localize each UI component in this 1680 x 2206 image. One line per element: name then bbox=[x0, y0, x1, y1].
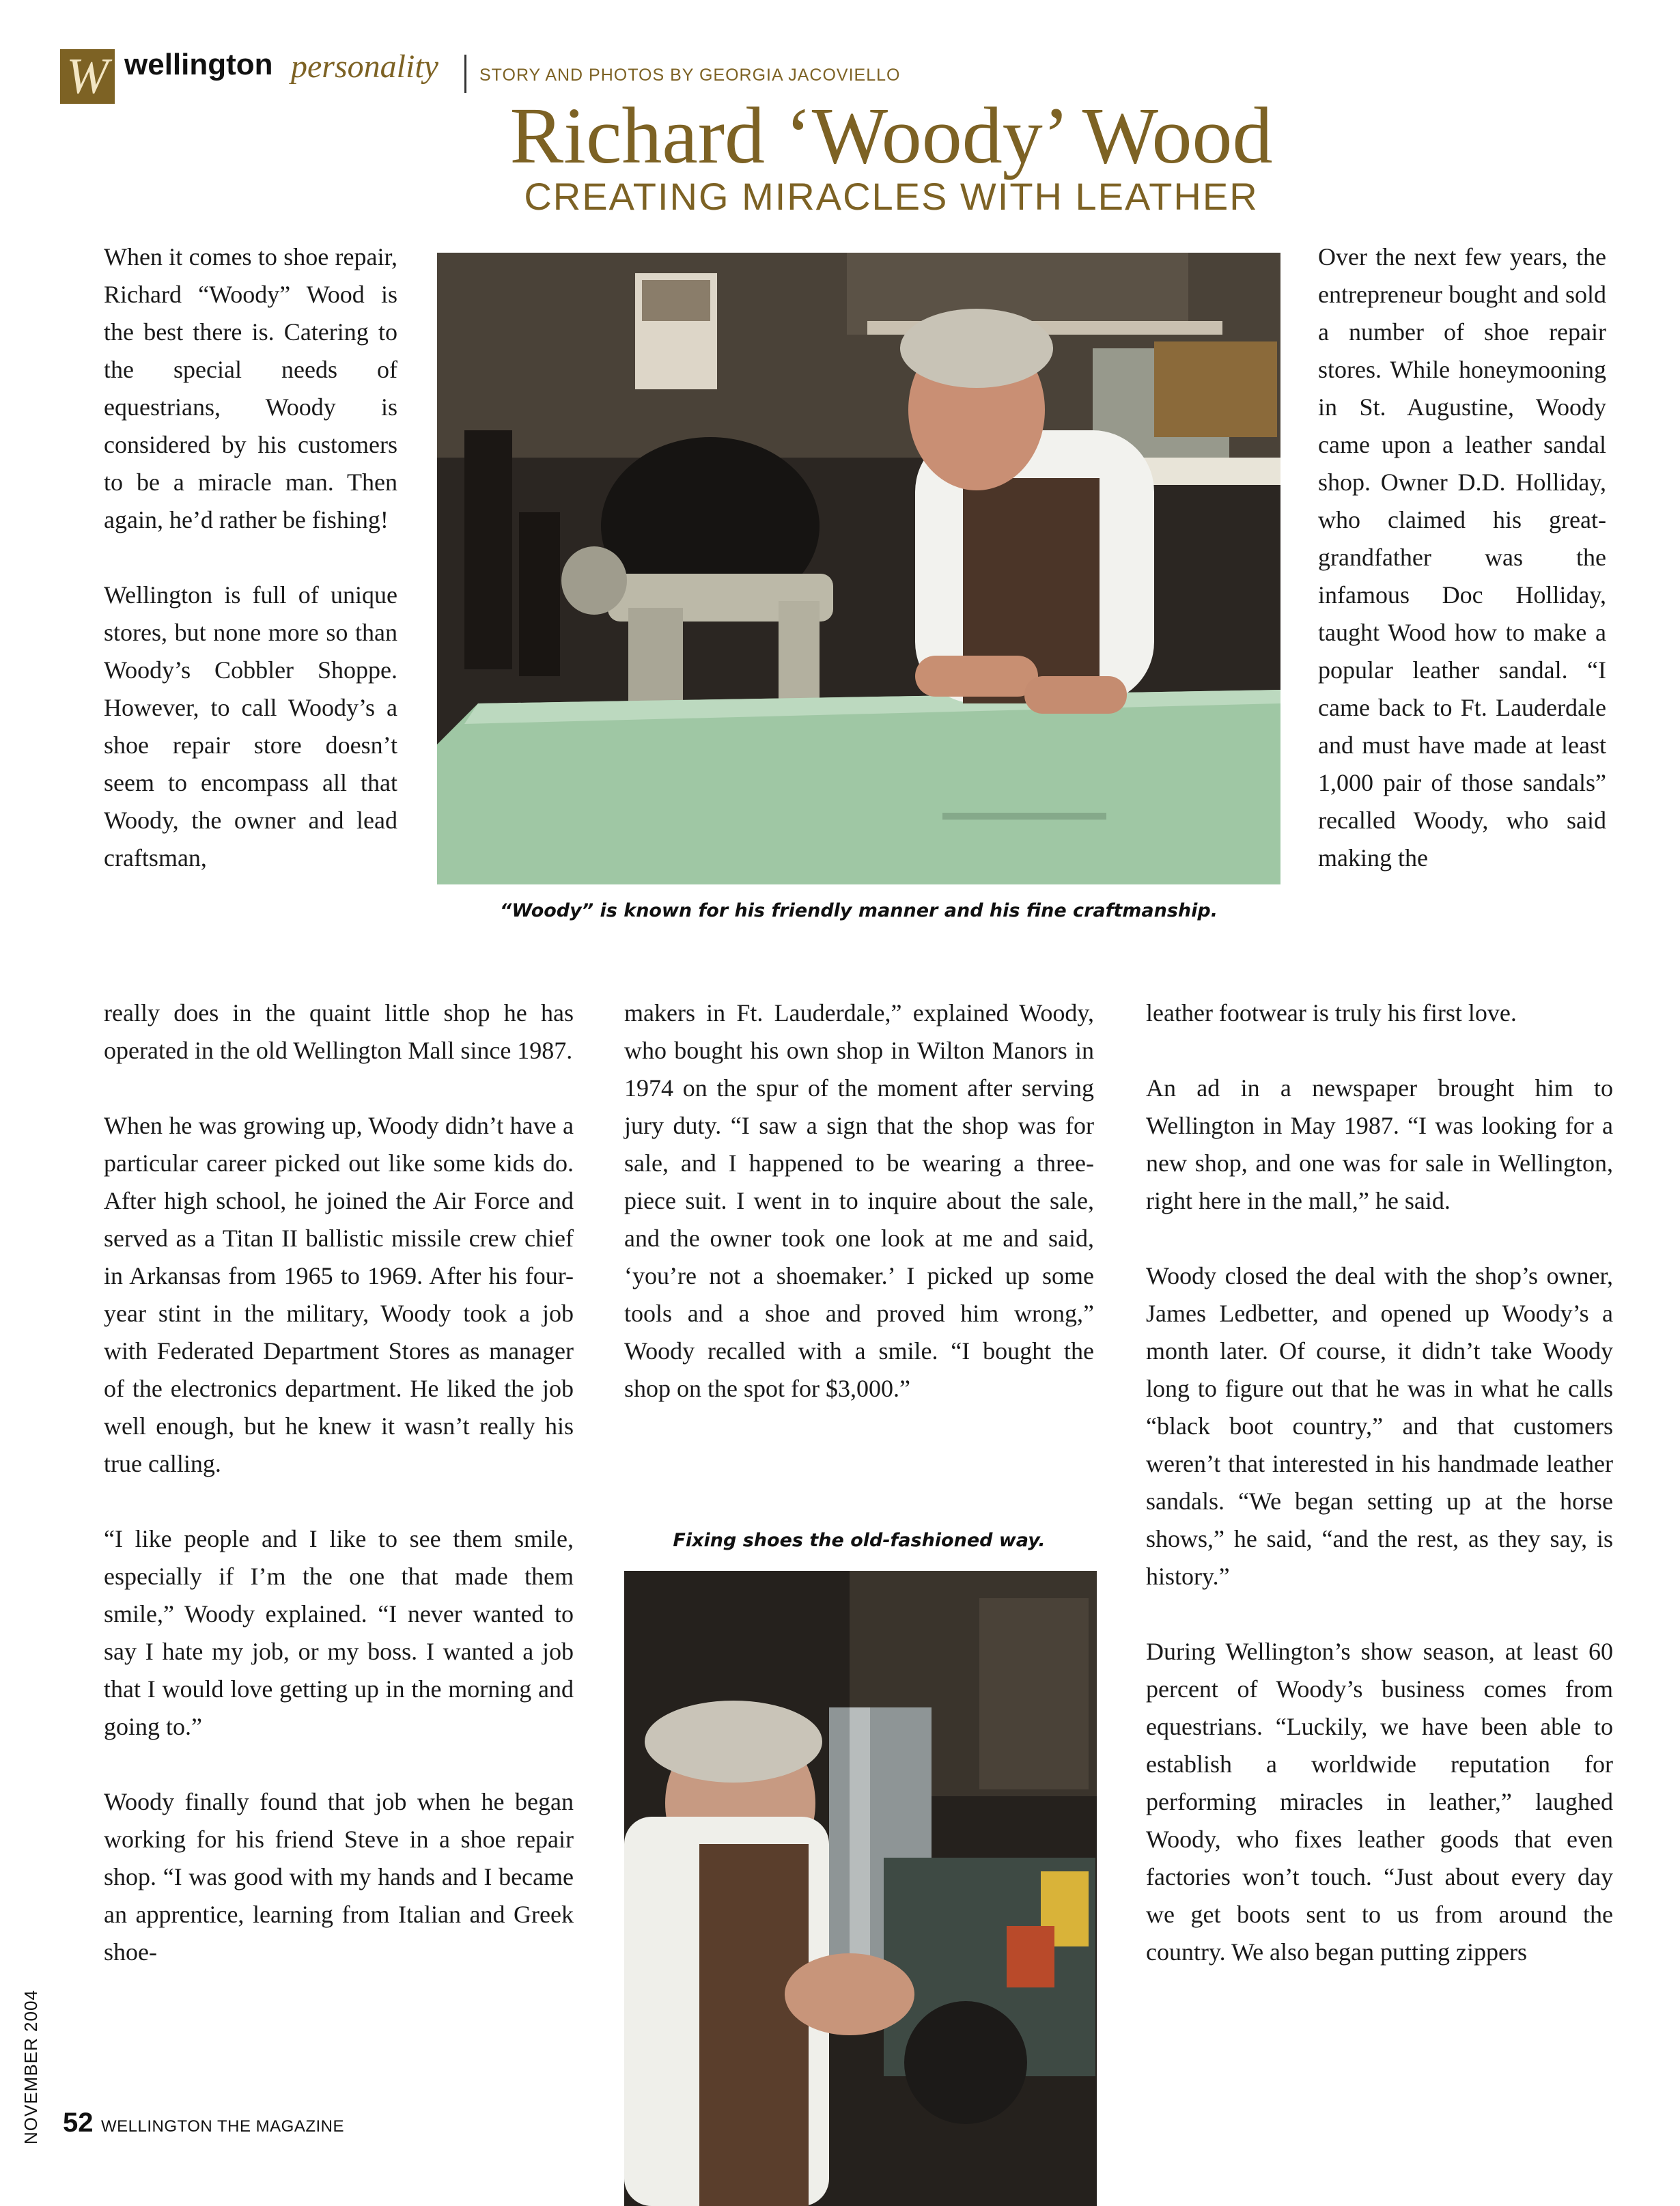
right-intro-column bbox=[1318, 238, 1606, 877]
byline: STORY AND PHOTOS BY GEORGIA JACOVIELLO bbox=[479, 66, 901, 85]
section-subname: personality bbox=[291, 48, 438, 85]
column-2 bbox=[624, 994, 1094, 1408]
repair-photo-illustration bbox=[624, 1571, 1097, 2206]
photo-woody-fixing-shoes bbox=[624, 1571, 1097, 2206]
photo-caption: Fixing shoes the old-fashioned way. bbox=[673, 1530, 1046, 1551]
header-divider bbox=[464, 55, 466, 93]
article-subtitle: CREATING MIRACLES WITH LEATHER bbox=[524, 175, 1259, 218]
paragraph: During Wellington’s show season, at least 60 percent of Woody’s business comes from equestrians. “Luckily, we have been able to establish a worldwide reputation for performing miracles in leather,” laughed Woody, who fixes leather goods that even factories won’t touch. “Just about every day we get boots sent to us from around the country. We also began putting zippers bbox=[1146, 1638, 1613, 1966]
paragraph: makers in Ft. Lauderdale,” explained Woody, who bought his own shop in Wilton Manors in 1974 on the spur of the moment after serving jury duty. “I saw a sign that the shop was for sale, and I happened to be wearing a three-piece suit. I went in to inquire about the sale, and the owner took one look at me and said, ‘you’re not a shoemaker.’ I picked up some tools and a shoe and proved him wrong,” Woody recalled with a smile. “I bought the shop on the spot for $3,000.” bbox=[624, 999, 1094, 1402]
magazine-name: WELLINGTON THE MAGAZINE bbox=[101, 2117, 344, 2136]
intro-column bbox=[104, 238, 397, 877]
paragraph: “I like people and I like to see them smile, especially if I’m the one that made them smile,” Woody explained. “I never wanted to say I hate my job, or my boss. I wanted a job that I would love getting up in the morning and going to.” bbox=[104, 1525, 574, 1740]
magazine-logo bbox=[60, 49, 115, 104]
paragraph: leather footwear is truly his first love. bbox=[1146, 999, 1517, 1027]
paragraph: When he was growing up, Woody didn’t have a particular career picked out like some kids do. After high school, he joined the Air Force and served as a Titan II ballistic missile crew chief in Arkansas from 1965 to 1969. After his four-year stint in the military, Woody took a job with Federated Department Stores as manager of the electronics department. He liked the job well enough, but he knew it wasn’t really his true calling. bbox=[104, 1112, 574, 1477]
paragraph: Over the next few years, the entrepreneur bought and sold a number of shoe repair stores. While honeymooning in St. Augustine, Woody came upon a leather sandal shop. Owner D.D. Holliday, who claimed his great-grandfather was the infamous Doc Holliday, taught Wood how to make a popular leather sandal. “I came back to Ft. Lauderdale and must have made at least 1,000 pair of those sandals” recalled Woody, who said making the bbox=[1318, 243, 1606, 871]
column-1 bbox=[104, 994, 574, 1971]
column-3 bbox=[1146, 994, 1613, 1971]
paragraph: When it comes to shoe repair, Richard “Woody” Wood is the best there is. Catering to the special needs of equestrians, Woody is considered by his customers to be a miracle man. Then again, he’d rather be fishing! bbox=[104, 243, 397, 533]
paragraph: An ad in a newspaper brought him to Wellington in May 1987. “I was looking for a new shop, and one was for sale in Wellington, right here in the mall,” he said. bbox=[1146, 1074, 1613, 1214]
page-number: 52 bbox=[63, 2108, 94, 2138]
section-name: wellington bbox=[124, 48, 273, 81]
paragraph: Wellington is full of unique stores, but none more so than Woody’s Cobbler Shoppe. However, to call Woody’s a shoe repair store doesn’t seem to encompass all that Woody, the owner and lead craftsman, bbox=[104, 581, 397, 871]
photo-woody-at-sewing-machine bbox=[437, 253, 1280, 884]
paragraph: Woody closed the deal with the shop’s owner, James Ledbetter, and opened up Woody’s a month later. Of course, it didn’t take Woody long to figure out that he was in what he calls “black boot country,” and that customers weren’t that interested in his handmade leather sandals. “We began setting up at the horse shows,” he said, “and the rest, as they say, is history.” bbox=[1146, 1262, 1613, 1590]
workshop-photo-illustration bbox=[437, 253, 1280, 884]
issue-date: NOVEMBER 2004 bbox=[20, 1989, 41, 2145]
article-title: Richard ‘Woody’ Wood bbox=[509, 91, 1273, 180]
logo-letter: W bbox=[66, 48, 109, 104]
photo-caption: “Woody” is known for his friendly manner and his fine craftmanship. bbox=[500, 900, 1218, 921]
paragraph: Woody finally found that job when he began working for his friend Steve in a shoe repair shop. “I was good with my hands and I became an apprentice, learning from Italian and Greek shoe- bbox=[104, 1788, 574, 1966]
paragraph: really does in the quaint little shop he has operated in the old Wellington Mall since 1987. bbox=[104, 999, 574, 1064]
